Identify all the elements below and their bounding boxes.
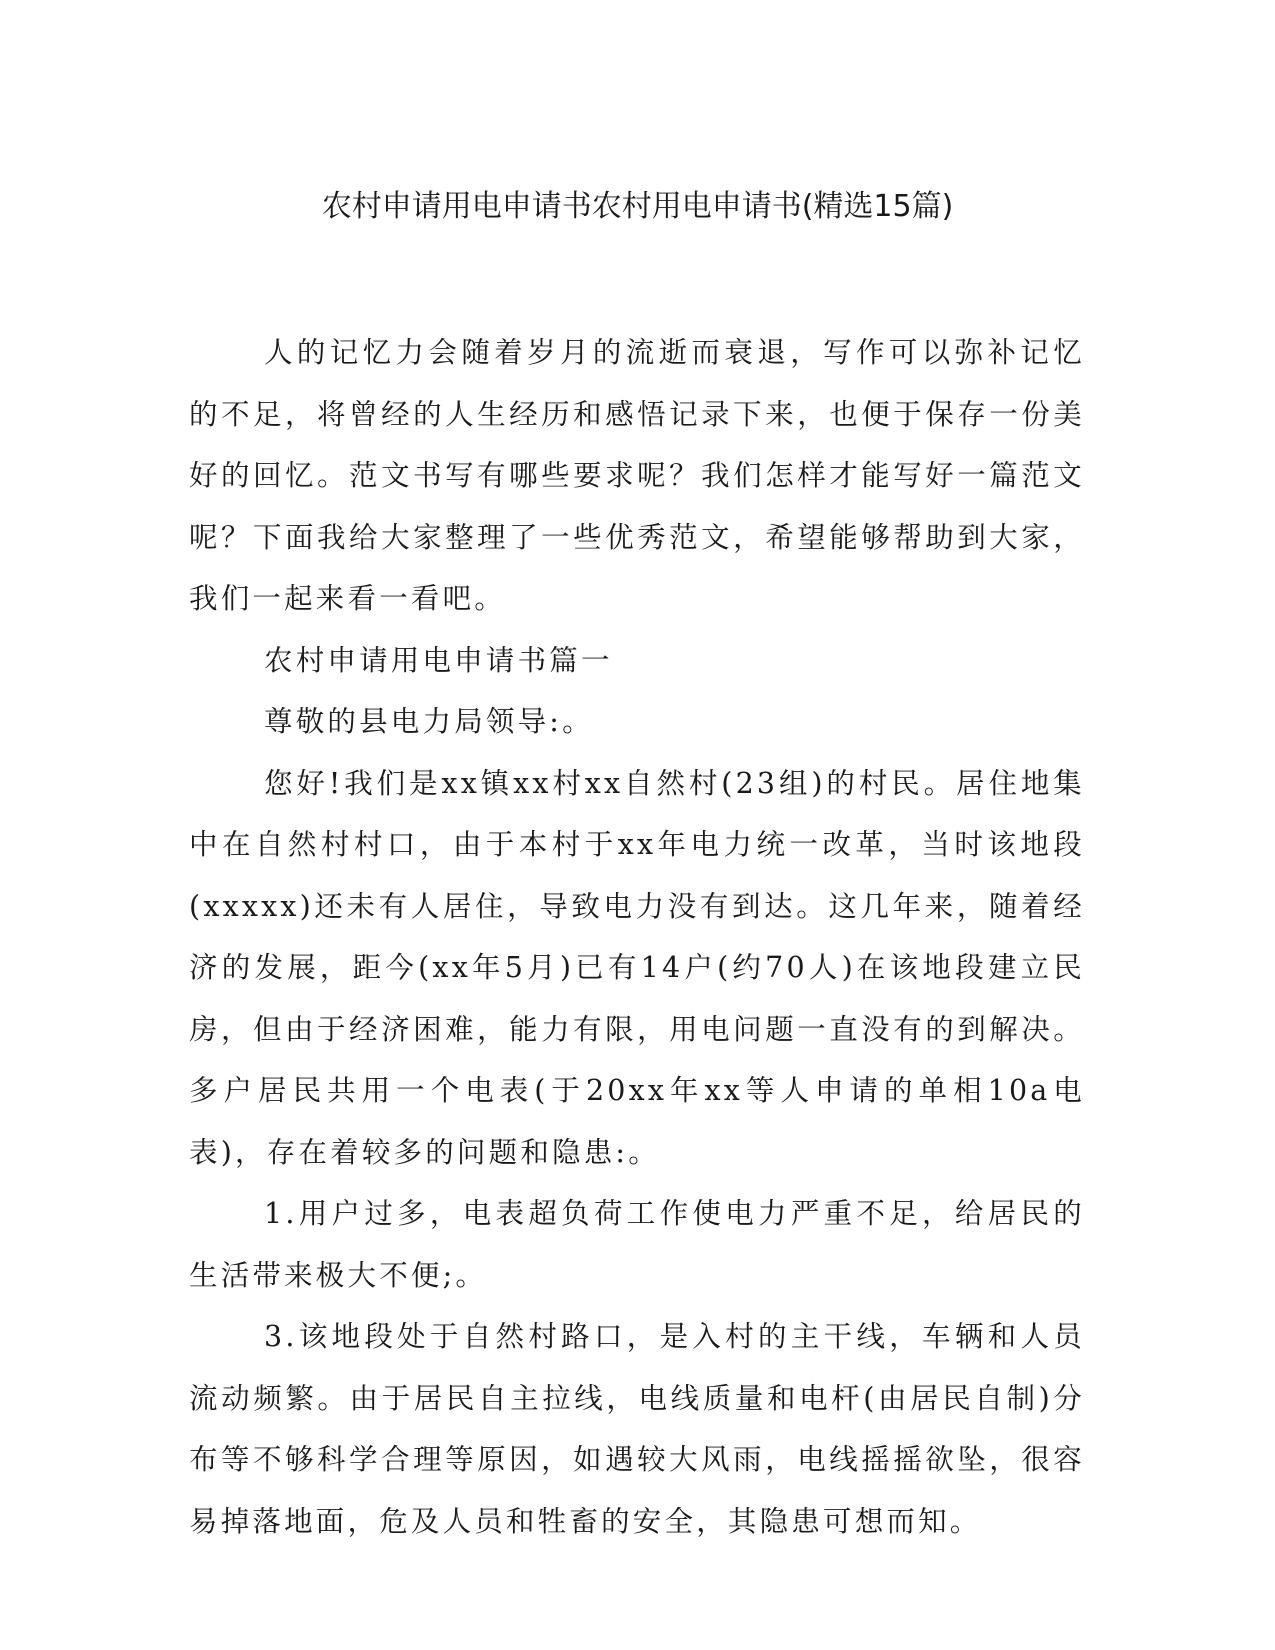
document-body: [189, 322, 1085, 1552]
list-item-3: 3.该地段处于自然村路口，是入村的主干线，车辆和人员流动频繁。由于居民自主拉线，电线质量和电杆(由居民自制)分布等不够科学合理等原因，如遇较大风雨，电线摇摇欲坠，很容易掉落地面，危及人员和牲畜的安全，其隐患可想而知。: [189, 1320, 1085, 1538]
document-title: 农村申请用电申请书农村用电申请书(精选15篇): [321, 189, 954, 224]
salutation: 尊敬的县电力局领导:。: [264, 705, 594, 738]
section-heading: 农村申请用电申请书篇一: [264, 643, 613, 677]
body-paragraph: 您好!我们是xx镇xx村xx自然村(23组)的村民。居住地集中在自然村村口，由于本村于xx年电力统一改革，当时该地段(xxxxx)还未有人居住，导致电力没有到达。这几年来，随着经济的发展，距今(xx年5月)已有14户(约70人)在该地段建立民房，但由于经济困难，能力有限，用电问题一直没有的到解决。多户居民共用一个电表(于20xx年xx等人申请的单相10a电表)，存在着较多的问题和隐患:。: [189, 766, 1085, 1169]
intro-paragraph: 人的记忆力会随着岁月的流逝而衰退，写作可以弥补记忆的不足，将曾经的人生经历和感悟记录下来，也便于保存一份美好的回忆。范文书写有哪些要求呢？我们怎样才能写好一篇范文呢？下面我给大家整理了一些优秀范文，希望能够帮助到大家，我们一起来看一看吧。: [189, 336, 1085, 615]
list-item-1: 1.用户过多，电表超负荷工作使电力严重不足，给居民的生活带来极大不便;。: [189, 1197, 1085, 1292]
